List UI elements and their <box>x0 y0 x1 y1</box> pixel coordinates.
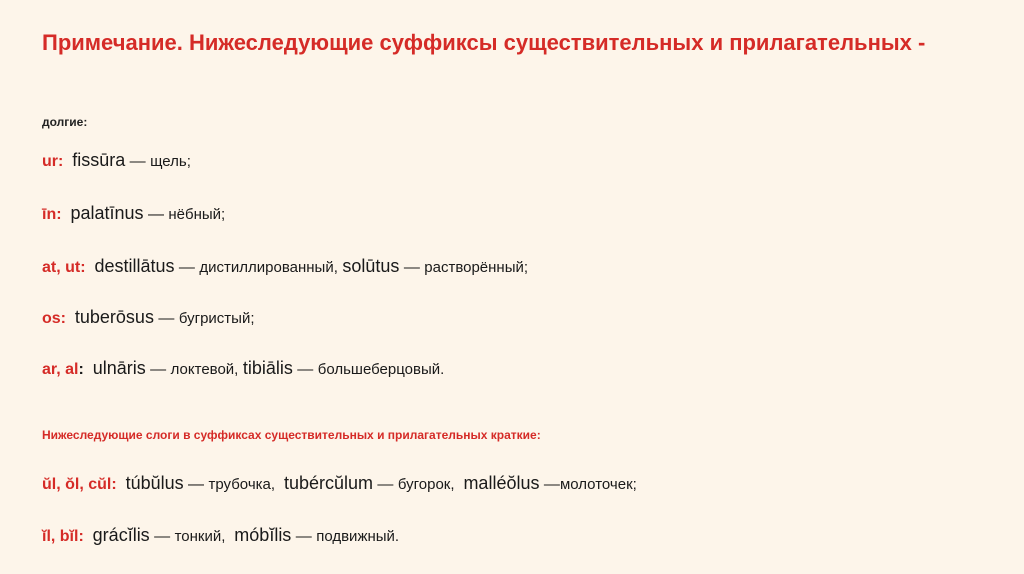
dash: — <box>153 310 179 327</box>
suffix-label: ar, al <box>42 361 79 378</box>
dash: — <box>292 361 318 378</box>
russian-translation: бугристый; <box>178 310 255 327</box>
slide-title: Примечание. Нижеследующие суффиксы существительных и прилагательных - <box>42 30 926 55</box>
dash: — <box>399 259 425 276</box>
russian-translation: щель; <box>150 153 191 170</box>
russian-translation: тонкий, <box>174 528 226 545</box>
russian-translation-2: большеберцовый. <box>317 361 445 378</box>
suffix-label: os: <box>42 310 66 327</box>
dash: — <box>125 153 151 170</box>
latin-word: grácĭlis <box>92 525 150 545</box>
latin-word-2: solūtus <box>342 256 400 276</box>
latin-word: ulnāris <box>92 358 146 378</box>
suffix-colon: : <box>78 361 84 378</box>
russian-translation: нёбный; <box>168 206 226 223</box>
dash: — <box>372 476 398 493</box>
latin-word: túbŭlus <box>125 473 184 493</box>
suffix-label: ur: <box>42 153 64 170</box>
suffix-label: ŭl, ŏl, cŭl: <box>42 476 117 493</box>
dash: — <box>174 259 200 276</box>
russian-translation: локтевой, <box>170 361 239 378</box>
short-row-il-bil <box>42 525 399 546</box>
dash: — <box>143 206 169 223</box>
short-syllables-note: Нижеследующие слоги в суффиксах существительных и прилагательных краткие: <box>42 428 541 442</box>
dash: — <box>291 528 317 545</box>
suffix-label: īn: <box>42 206 62 223</box>
latin-word-3: malléŏlus <box>463 473 540 493</box>
latin-word: fissūra <box>72 150 126 170</box>
dash: — <box>145 361 171 378</box>
latin-word-2: tibiālis <box>242 358 293 378</box>
suffix-row-ur <box>42 150 191 171</box>
dash: — <box>183 476 209 493</box>
suffix-row-in <box>42 203 225 224</box>
russian-translation: дистиллированный, <box>199 259 338 276</box>
russian-translation-2: растворённый; <box>424 259 529 276</box>
suffix-row-ar-al <box>42 358 444 379</box>
latin-word: destillātus <box>94 256 175 276</box>
latin-word-2: tubércŭlum <box>283 473 373 493</box>
suffix-label: at, ut: <box>42 259 86 276</box>
russian-translation-2: подвижный. <box>316 528 400 545</box>
long-suffixes-label: долгие: <box>42 115 88 129</box>
russian-translation-3: молоточек; <box>559 476 637 493</box>
latin-word: palatīnus <box>70 203 144 223</box>
suffix-label: ĭl, bĭl: <box>42 528 84 545</box>
dash: — <box>539 476 560 493</box>
russian-translation: трубочка, <box>208 476 276 493</box>
suffix-row-os <box>42 307 255 328</box>
latin-word: tuberōsus <box>74 307 154 327</box>
latin-word-2: móbĭlis <box>234 525 292 545</box>
short-row-ul-ol-cul <box>42 473 637 494</box>
russian-translation-2: бугорок, <box>397 476 455 493</box>
suffix-row-at-ut <box>42 256 528 277</box>
dash: — <box>149 528 175 545</box>
